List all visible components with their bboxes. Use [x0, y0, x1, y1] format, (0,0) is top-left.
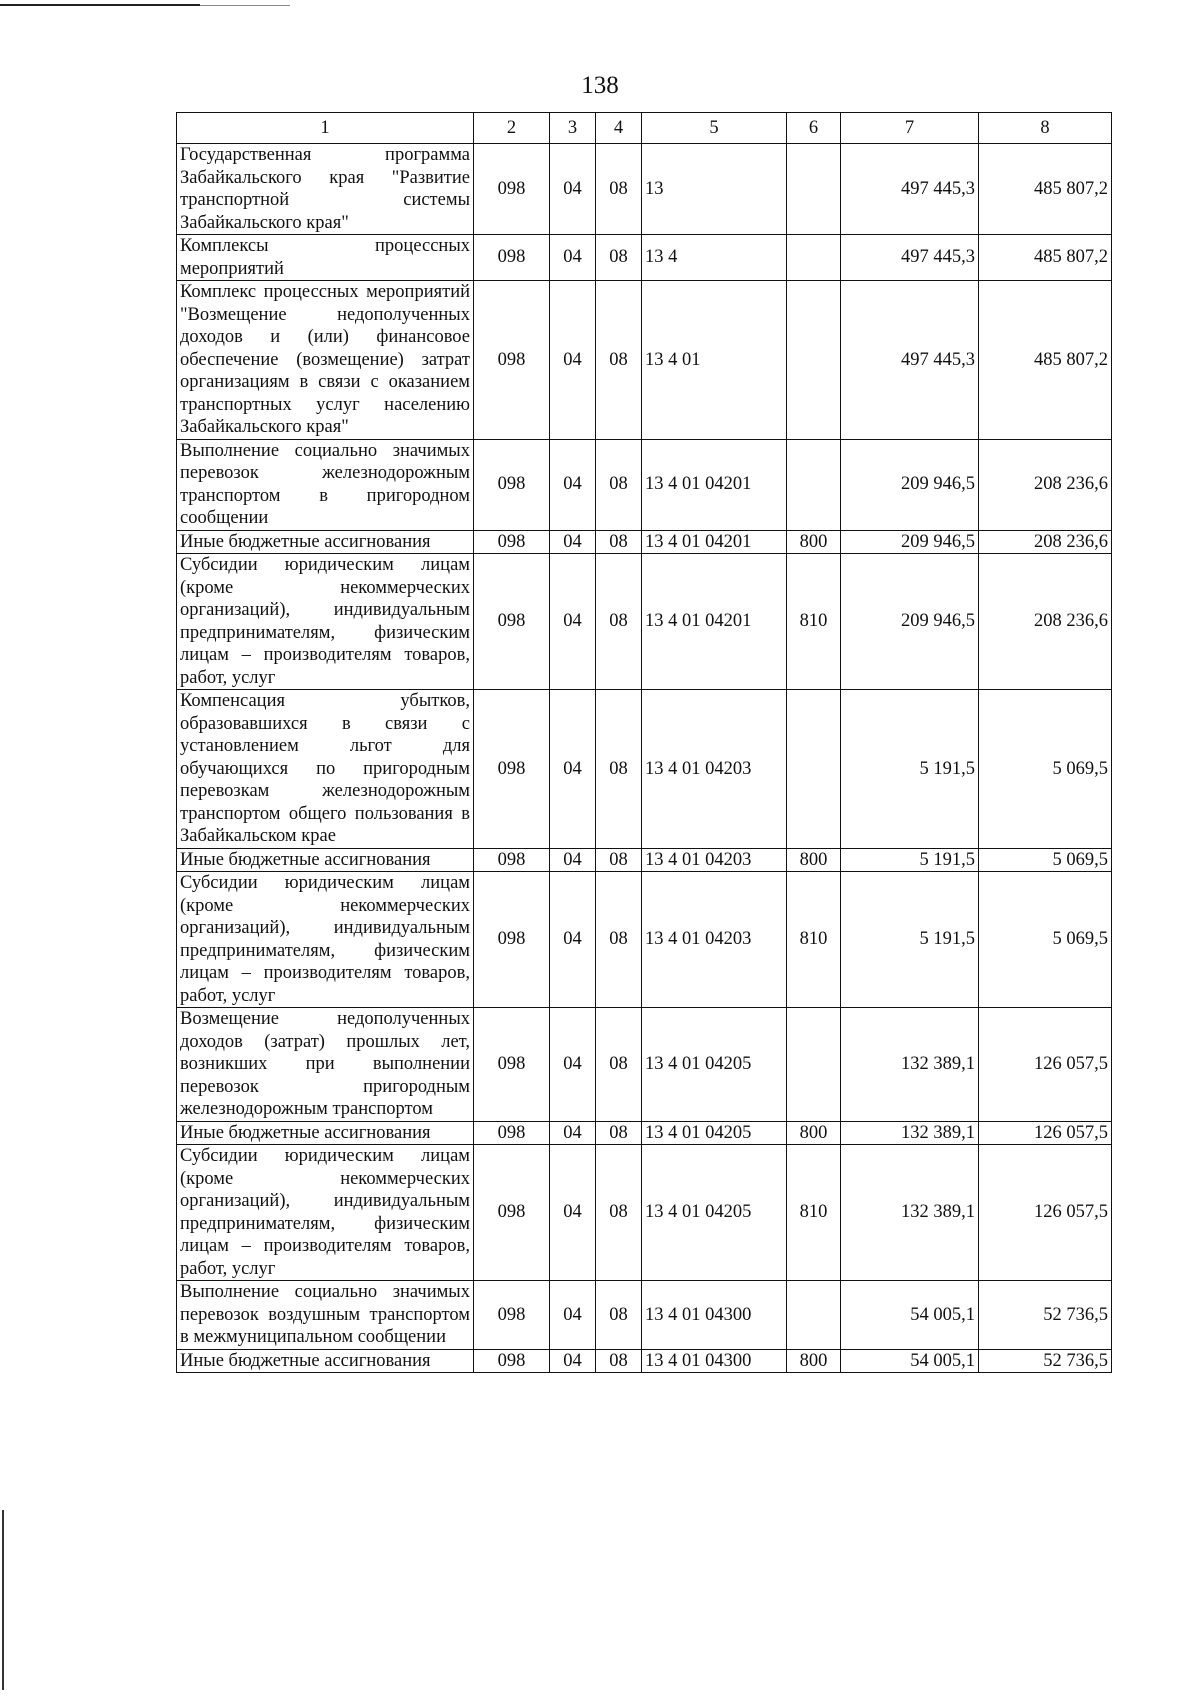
table-row	[177, 690, 1112, 849]
column-header: 4	[596, 113, 642, 144]
cell-code-2: 098	[474, 848, 550, 872]
cell-code-3: 04	[550, 848, 596, 872]
cell-row-name: Государственная программа Забайкальского края "Развитие транспортной системы Забайкальского края"	[177, 144, 474, 235]
cell-code-2: 098	[474, 281, 550, 440]
cell-row-name: Иные бюджетные ассигнования	[177, 1349, 474, 1373]
cell-code-6: 810	[787, 1145, 841, 1281]
cell-code-5: 13 4 01 04205	[642, 1008, 787, 1122]
cell-code-3: 04	[550, 1281, 596, 1350]
cell-code-5: 13 4 01 04201	[642, 439, 787, 530]
column-header: 8	[979, 113, 1112, 144]
cell-amount-7: 5 191,5	[841, 872, 979, 1008]
table-row	[177, 439, 1112, 530]
cell-code-4: 08	[596, 848, 642, 872]
cell-code-4: 08	[596, 690, 642, 849]
cell-code-3: 04	[550, 439, 596, 530]
table-row	[177, 1281, 1112, 1350]
cell-code-6	[787, 235, 841, 281]
cell-code-6	[787, 690, 841, 849]
column-header: 6	[787, 113, 841, 144]
cell-code-4: 08	[596, 1281, 642, 1350]
cell-row-name: Субсидии юридическим лицам (кроме некоммерческих организаций), индивидуальным предпринимателям, физическим лицам – производителям товаров, работ, услуг	[177, 554, 474, 690]
cell-amount-8: 208 236,6	[979, 554, 1112, 690]
table-row	[177, 1349, 1112, 1373]
cell-code-5: 13 4 01	[642, 281, 787, 440]
cell-row-name: Выполнение социально значимых перевозок железнодорожным транспортом в пригородном сообщении	[177, 439, 474, 530]
cell-row-name: Комплекс процессных мероприятий "Возмещение недополученных доходов и (или) финансовое обеспечение (возмещение) затрат организациям в связи с оказанием транспортных услуг населению Забайкальского края"	[177, 281, 474, 440]
table-row	[177, 1145, 1112, 1281]
cell-amount-8: 126 057,5	[979, 1008, 1112, 1122]
cell-amount-7: 497 445,3	[841, 281, 979, 440]
cell-code-6: 810	[787, 554, 841, 690]
cell-code-3: 04	[550, 690, 596, 849]
column-header: 2	[474, 113, 550, 144]
cell-code-4: 08	[596, 1121, 642, 1145]
column-header: 5	[642, 113, 787, 144]
cell-code-6: 800	[787, 848, 841, 872]
column-header: 1	[177, 113, 474, 144]
cell-code-6	[787, 144, 841, 235]
cell-row-name: Возмещение недополученных доходов (затрат) прошлых лет, возникших при выполнении перевозок пригородным железнодорожным транспортом	[177, 1008, 474, 1122]
cell-amount-8: 208 236,6	[979, 439, 1112, 530]
cell-row-name: Иные бюджетные ассигнования	[177, 1121, 474, 1145]
cell-row-name: Субсидии юридическим лицам (кроме некоммерческих организаций), индивидуальным предпринимателям, физическим лицам – производителям товаров, работ, услуг	[177, 872, 474, 1008]
cell-amount-8: 126 057,5	[979, 1145, 1112, 1281]
cell-code-5: 13 4 01 04201	[642, 554, 787, 690]
budget-table	[176, 112, 1112, 1373]
cell-code-5: 13 4 01 04205	[642, 1121, 787, 1145]
cell-code-3: 04	[550, 530, 596, 554]
cell-code-4: 08	[596, 144, 642, 235]
cell-amount-8: 208 236,6	[979, 530, 1112, 554]
cell-amount-8: 485 807,2	[979, 235, 1112, 281]
cell-amount-7: 5 191,5	[841, 690, 979, 849]
cell-code-2: 098	[474, 1121, 550, 1145]
cell-amount-7: 497 445,3	[841, 235, 979, 281]
cell-amount-8: 52 736,5	[979, 1349, 1112, 1373]
cell-row-name: Компенсация убытков, образовавшихся в связи с установлением льгот для обучающихся по пригородным перевозкам железнодорожным транспортом общего пользования в Забайкальском крае	[177, 690, 474, 849]
cell-amount-8: 485 807,2	[979, 144, 1112, 235]
corner-line-faint	[200, 5, 290, 6]
page-number: 138	[581, 72, 619, 99]
cell-code-6	[787, 1281, 841, 1350]
cell-amount-7: 54 005,1	[841, 1349, 979, 1373]
table-row	[177, 1008, 1112, 1122]
cell-code-4: 08	[596, 1008, 642, 1122]
scan-edge-line	[2, 1510, 4, 1690]
corner-line	[0, 4, 200, 6]
cell-amount-7: 5 191,5	[841, 848, 979, 872]
cell-code-5: 13 4 01 04201	[642, 530, 787, 554]
cell-code-3: 04	[550, 554, 596, 690]
cell-amount-7: 132 389,1	[841, 1008, 979, 1122]
cell-amount-8: 485 807,2	[979, 281, 1112, 440]
cell-code-4: 08	[596, 530, 642, 554]
cell-code-6	[787, 1008, 841, 1122]
cell-amount-7: 54 005,1	[841, 1281, 979, 1350]
cell-amount-8: 5 069,5	[979, 872, 1112, 1008]
cell-code-2: 098	[474, 1145, 550, 1281]
cell-amount-7: 209 946,5	[841, 554, 979, 690]
table-row	[177, 144, 1112, 235]
cell-code-4: 08	[596, 554, 642, 690]
cell-code-3: 04	[550, 872, 596, 1008]
cell-code-5: 13 4 01 04203	[642, 872, 787, 1008]
cell-code-3: 04	[550, 281, 596, 440]
table-row	[177, 235, 1112, 281]
cell-code-6: 800	[787, 1349, 841, 1373]
cell-code-2: 098	[474, 235, 550, 281]
cell-code-5: 13	[642, 144, 787, 235]
cell-code-5: 13 4 01 04203	[642, 848, 787, 872]
cell-code-5: 13 4 01 04300	[642, 1281, 787, 1350]
cell-code-2: 098	[474, 872, 550, 1008]
cell-code-3: 04	[550, 235, 596, 281]
cell-code-2: 098	[474, 439, 550, 530]
cell-code-6	[787, 439, 841, 530]
cell-amount-7: 209 946,5	[841, 530, 979, 554]
cell-code-5: 13 4	[642, 235, 787, 281]
column-header: 3	[550, 113, 596, 144]
cell-amount-7: 132 389,1	[841, 1145, 979, 1281]
cell-code-4: 08	[596, 235, 642, 281]
cell-code-2: 098	[474, 530, 550, 554]
cell-amount-8: 5 069,5	[979, 690, 1112, 849]
column-header: 7	[841, 113, 979, 144]
cell-code-2: 098	[474, 1281, 550, 1350]
cell-code-6: 810	[787, 872, 841, 1008]
cell-code-2: 098	[474, 1008, 550, 1122]
cell-code-6: 800	[787, 530, 841, 554]
cell-amount-8: 5 069,5	[979, 848, 1112, 872]
cell-row-name: Субсидии юридическим лицам (кроме некоммерческих организаций), индивидуальным предпринимателям, физическим лицам – производителям товаров, работ, услуг	[177, 1145, 474, 1281]
cell-code-2: 098	[474, 690, 550, 849]
table-row	[177, 848, 1112, 872]
cell-amount-7: 497 445,3	[841, 144, 979, 235]
cell-code-2: 098	[474, 144, 550, 235]
cell-code-4: 08	[596, 1145, 642, 1281]
cell-code-3: 04	[550, 1349, 596, 1373]
table-body	[177, 144, 1112, 1373]
cell-code-3: 04	[550, 1121, 596, 1145]
table-row	[177, 530, 1112, 554]
cell-amount-7: 209 946,5	[841, 439, 979, 530]
table-row	[177, 281, 1112, 440]
cell-code-5: 13 4 01 04203	[642, 690, 787, 849]
cell-code-6: 800	[787, 1121, 841, 1145]
cell-code-4: 08	[596, 439, 642, 530]
cell-code-6	[787, 281, 841, 440]
cell-amount-8: 126 057,5	[979, 1121, 1112, 1145]
cell-amount-7: 132 389,1	[841, 1121, 979, 1145]
cell-code-5: 13 4 01 04205	[642, 1145, 787, 1281]
cell-row-name: Иные бюджетные ассигнования	[177, 848, 474, 872]
table-row	[177, 1121, 1112, 1145]
cell-code-3: 04	[550, 144, 596, 235]
cell-code-2: 098	[474, 554, 550, 690]
cell-row-name: Выполнение социально значимых перевозок воздушным транспортом в межмуниципальном сообщении	[177, 1281, 474, 1350]
cell-code-3: 04	[550, 1008, 596, 1122]
table-row	[177, 554, 1112, 690]
header-row	[177, 113, 1112, 144]
cell-code-2: 098	[474, 1349, 550, 1373]
cell-row-name: Комплексы процессных мероприятий	[177, 235, 474, 281]
cell-code-4: 08	[596, 872, 642, 1008]
cell-code-4: 08	[596, 281, 642, 440]
cell-code-5: 13 4 01 04300	[642, 1349, 787, 1373]
cell-row-name: Иные бюджетные ассигнования	[177, 530, 474, 554]
cell-code-3: 04	[550, 1145, 596, 1281]
table-row	[177, 872, 1112, 1008]
cell-amount-8: 52 736,5	[979, 1281, 1112, 1350]
cell-code-4: 08	[596, 1349, 642, 1373]
